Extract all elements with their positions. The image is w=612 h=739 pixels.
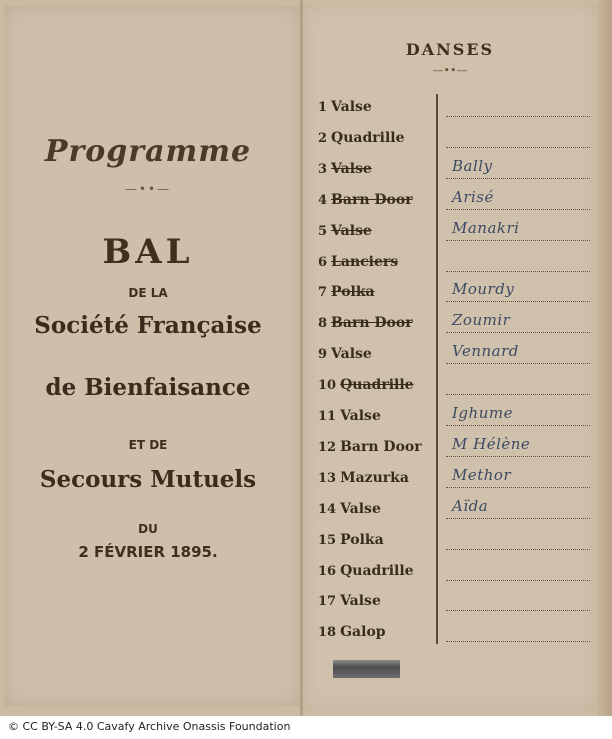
dance-number: 8 bbox=[318, 316, 328, 331]
partner-line bbox=[446, 580, 590, 581]
metal-clip bbox=[333, 660, 400, 678]
dance-number: 7 bbox=[318, 285, 328, 300]
dance-row bbox=[318, 130, 436, 150]
partner-signature: Bally bbox=[452, 157, 493, 175]
dance-number: 10 bbox=[318, 378, 337, 393]
dance-number: 3 bbox=[318, 162, 328, 177]
dance-name: Polka bbox=[331, 284, 375, 300]
dance-number: 16 bbox=[318, 564, 337, 579]
credit-line: © CC BY-SA 4.0 Cavafy Archive Onassis Foundation bbox=[8, 720, 291, 733]
dance-name: Galop bbox=[340, 624, 386, 640]
danses-heading: DANSES bbox=[405, 40, 495, 59]
dance-name: Barn Door bbox=[340, 439, 422, 455]
partner-signature: Ighume bbox=[452, 404, 513, 422]
partner-line bbox=[446, 116, 590, 117]
dance-name: Quadrille bbox=[331, 130, 405, 146]
dance-row bbox=[318, 501, 436, 521]
dance-name: Barn Door bbox=[331, 315, 413, 331]
dance-row bbox=[318, 563, 436, 583]
dance-number: 18 bbox=[318, 625, 337, 640]
dance-row bbox=[318, 470, 436, 490]
dance-number: 14 bbox=[318, 502, 337, 517]
dance-row bbox=[318, 532, 436, 552]
programme-title: Programme bbox=[44, 134, 252, 169]
center-fold bbox=[300, 0, 303, 716]
dance-number: 6 bbox=[318, 255, 328, 270]
dance-row bbox=[318, 315, 436, 335]
dance-number: 13 bbox=[318, 471, 337, 486]
et-de-text: ET DE bbox=[128, 438, 168, 452]
column-divider bbox=[436, 94, 438, 644]
dance-row bbox=[318, 192, 436, 212]
partner-line bbox=[446, 394, 590, 395]
dance-name: Mazurka bbox=[340, 470, 409, 486]
dance-name: Polka bbox=[340, 532, 384, 548]
dance-row bbox=[318, 223, 436, 243]
society-line-3: Secours Mutuels bbox=[39, 466, 257, 493]
dance-number: 5 bbox=[318, 224, 328, 239]
partner-signature: Aïda bbox=[452, 497, 489, 515]
dance-name: Valse bbox=[331, 223, 372, 239]
dance-name: Valse bbox=[331, 161, 372, 177]
dance-name: Lanciers bbox=[331, 254, 399, 270]
de-la-text: DE LA bbox=[128, 286, 168, 300]
dance-row bbox=[318, 161, 436, 181]
partner-line bbox=[446, 147, 590, 148]
dance-row bbox=[318, 439, 436, 459]
dance-row bbox=[318, 408, 436, 428]
partner-signature: Arisé bbox=[452, 188, 494, 206]
card-edge bbox=[598, 0, 612, 716]
partner-signature: Zoumir bbox=[452, 311, 511, 329]
dance-row bbox=[318, 346, 436, 366]
partner-signature: Mourdy bbox=[452, 280, 515, 298]
dance-row bbox=[318, 99, 436, 119]
dance-name: Valse bbox=[340, 501, 381, 517]
dance-row bbox=[318, 624, 436, 644]
society-line-2: de Bienfaisance bbox=[45, 374, 251, 401]
dance-number: 12 bbox=[318, 440, 337, 455]
dance-name: Valse bbox=[331, 346, 372, 362]
dance-row bbox=[318, 377, 436, 397]
society-line-1: Société Française bbox=[34, 312, 262, 339]
partner-signature: Vennard bbox=[452, 342, 519, 360]
event-date: 2 FÉVRIER 1895. bbox=[78, 543, 218, 561]
partner-line bbox=[446, 549, 590, 550]
dance-row bbox=[318, 254, 436, 274]
danses-ornament: —••— bbox=[432, 64, 468, 77]
dance-number: 9 bbox=[318, 347, 328, 362]
partner-signature: M Hélène bbox=[452, 435, 531, 453]
dance-name: Valse bbox=[340, 593, 381, 609]
dance-name: Valse bbox=[331, 99, 372, 115]
dance-name: Barn Door bbox=[331, 192, 413, 208]
ornament-divider: —••— bbox=[124, 182, 172, 196]
partner-line bbox=[446, 610, 590, 611]
dance-row bbox=[318, 593, 436, 613]
dance-row bbox=[318, 284, 436, 304]
partner-line bbox=[446, 271, 590, 272]
dance-number: 11 bbox=[318, 409, 337, 424]
partner-line bbox=[446, 641, 590, 642]
partner-signature: Methor bbox=[452, 466, 512, 484]
partner-signature: Manakri bbox=[452, 219, 520, 237]
left-panel bbox=[4, 6, 300, 706]
dance-name: Quadrille bbox=[340, 563, 414, 579]
dance-name: Valse bbox=[340, 408, 381, 424]
dance-number: 4 bbox=[318, 193, 328, 208]
dance-number: 15 bbox=[318, 533, 337, 548]
dance-number: 1 bbox=[318, 100, 328, 115]
dance-number: 2 bbox=[318, 131, 328, 146]
event-title: BAL bbox=[102, 232, 194, 272]
dance-name: Quadrille bbox=[340, 377, 414, 393]
du-text: DU bbox=[138, 522, 158, 536]
dance-number: 17 bbox=[318, 594, 337, 609]
